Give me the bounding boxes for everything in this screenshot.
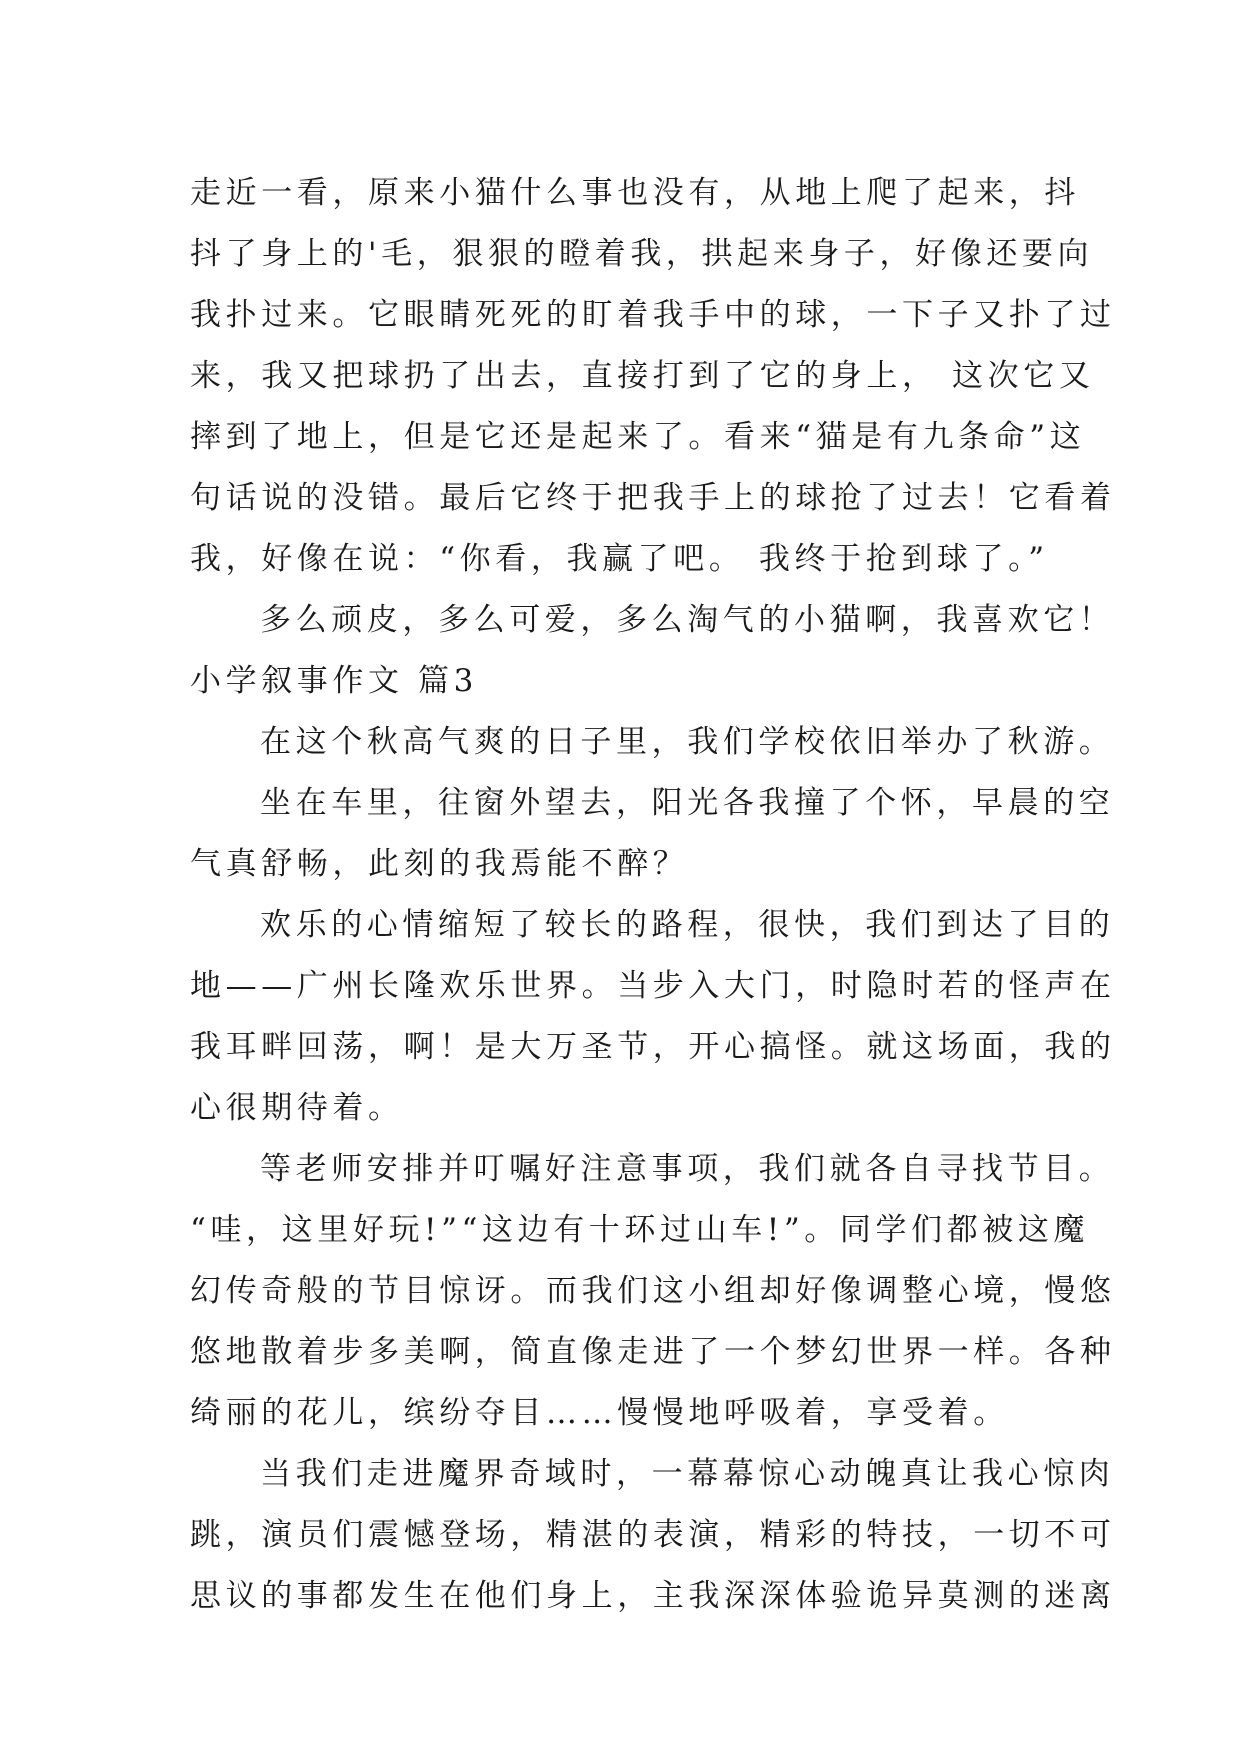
text-line: 句话说的没错。最后它终于把我手上的球抢了过去！它看着 xyxy=(190,480,1116,516)
text-line: 走近一看，原来小猫什么事也没有，从地上爬了起来，抖 xyxy=(190,175,1080,211)
text-line: 心很期待着。 xyxy=(190,1090,404,1126)
text-line: 等老师安排并叮嘱好注意事项，我们就各自寻找节目。 xyxy=(260,1151,1115,1187)
text-line: 我扑过来。它眼睛死死的盯着我手中的球，一下子又扑了过 xyxy=(190,297,1116,333)
text-line: “哇，这里好玩!”“这边有十环过山车!”。同学们都被这魔 xyxy=(190,1212,1090,1248)
text-line: 欢乐的心情缩短了较长的路程，很快，我们到达了目的 xyxy=(260,907,1115,943)
text-line: 我，好像在说：“你看，我赢了吧。 我终于抢到球了。” xyxy=(190,541,1049,577)
text-line: 地——广州长隆欢乐世界。当步入大门，时隐时若的怪声在 xyxy=(190,968,1116,1004)
text-line: 在这个秋高气爽的日子里，我们学校依旧举办了秋游。 xyxy=(260,724,1115,760)
essay-body xyxy=(190,163,1116,1627)
text-line: 气真舒畅，此刻的我焉能不醉？ xyxy=(190,846,689,882)
text-line: 当我们走进魔界奇域时，一幕幕惊心动魄真让我心惊肉 xyxy=(260,1456,1115,1492)
text-line: 悠地散着步多美啊，简直像走进了一个梦幻世界一样。各种 xyxy=(190,1334,1116,1370)
text-line: 来，我又把球扔了出去，直接打到了它的身上， 这次它又 xyxy=(190,358,1095,394)
text-line: 多么顽皮，多么可爱，多么淘气的小猫啊，我喜欢它！ xyxy=(260,602,1115,638)
text-line: 跳，演员们震憾登场，精湛的表演，精彩的特技，一切不可 xyxy=(190,1517,1116,1553)
text-line: 小学叙事作文 篇3 xyxy=(190,663,478,699)
text-line: 思议的事都发生在他们身上，主我深深体验诡异莫测的迷离 xyxy=(190,1578,1116,1614)
text-line: 幻传奇般的节目惊讶。而我们这小组却好像调整心境，慢悠 xyxy=(190,1273,1116,1309)
text-line: 抖了身上的'毛，狠狠的瞪着我，拱起来身子，好像还要向 xyxy=(190,236,1094,272)
text-line: 摔到了地上，但是它还是起来了。看来“猫是有九条命”这 xyxy=(190,419,1086,455)
text-line: 坐在车里，往窗外望去，阳光各我撞了个怀，早晨的空 xyxy=(260,785,1115,821)
text-line: 绮丽的花儿，缤纷夺目……慢慢地呼吸着，享受着。 xyxy=(190,1395,1009,1431)
text-line: 我耳畔回荡，啊！是大万圣节，开心搞怪。就这场面，我的 xyxy=(190,1029,1116,1065)
